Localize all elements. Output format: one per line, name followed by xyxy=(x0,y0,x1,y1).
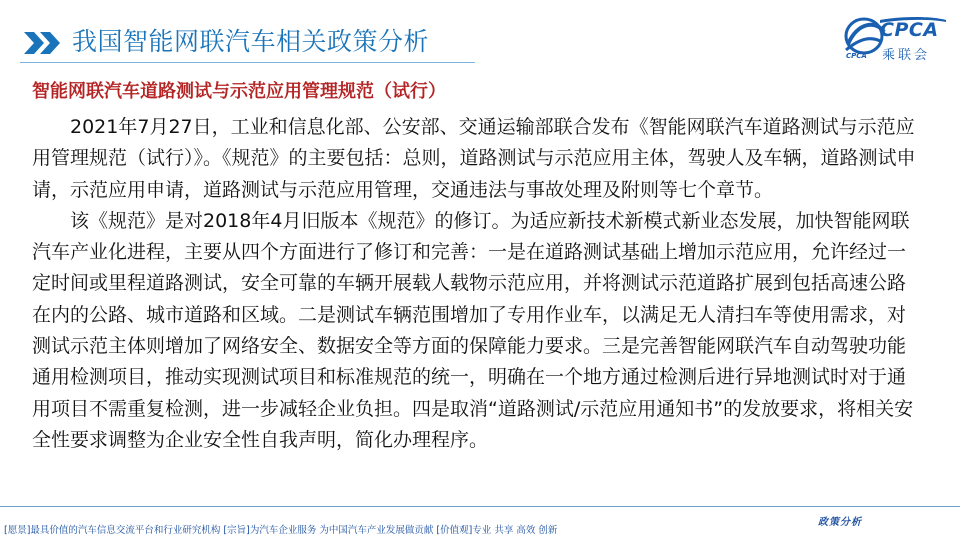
paragraph-1: 2021年7月27日，工业和信息化部、公安部、交通运输部联合发布《智能网联汽车道路测试与示范应用管理规范（试行）》。《规范》的主要包括：总则，道路测试与示范应用主体，驾驶人及车辆，道路测试申请，示范应用申请，道路测试与示范应用管理，交通违法与事故处理及附则等七个章节。 xyxy=(32,116,916,201)
body-text xyxy=(32,112,922,456)
page-title: 我国智能网联汽车相关政策分析 xyxy=(72,27,430,56)
logo-subtext: 乘联会 xyxy=(882,48,931,63)
slide-header xyxy=(0,0,960,70)
title-underline xyxy=(20,62,475,63)
footer-text: [愿景]最具价值的汽车信息交流平台和行业研究机构 [宗旨]为汽车企业服务 为中国汽车产业发展做贡献 [价值观]专业 共享 高效 创新 xyxy=(4,525,558,536)
footer-section-label: 政策分析 xyxy=(818,517,862,528)
section-heading: 智能网联汽车道路测试与示范应用管理规范（试行） xyxy=(32,81,446,102)
paragraph-2: 该《规范》是对2018年4月旧版本《规范》的修订。为适应新技术新模式新业态发展，加快智能网联汽车产业化进程，主要从四个方面进行了修订和完善：一是在道路测试基础上增加示范应用，允许经过一定时间或里程道路测试，安全可靠的车辆开展载人载物示范应用，并将测试示范道路扩展到包括高速公路在内的公路、城市道路和区域。二是测试车辆范围增加了专用作业车，以满足无人清扫车等使用需求，对测试示范主体则增加了网络安全、数据安全等方面的保障能力要求。三是完善智能网联汽车自动驾驶功能通用检测项目，推动实现测试项目和标准规范的统一，明确在一个地方通过检测后进行异地测试时对于通用项目不需重复检测，进一步减轻企业负担。四是取消“道路测试/示范应用通知书”的发放要求，将相关安全性要求调整为企业安全性自我声明，简化办理程序。 xyxy=(32,209,914,451)
logo-text: CPCA xyxy=(880,19,939,41)
footer-divider xyxy=(0,506,960,507)
logo-small-text: CPCA xyxy=(846,52,867,60)
double-chevron-icon xyxy=(22,30,66,56)
